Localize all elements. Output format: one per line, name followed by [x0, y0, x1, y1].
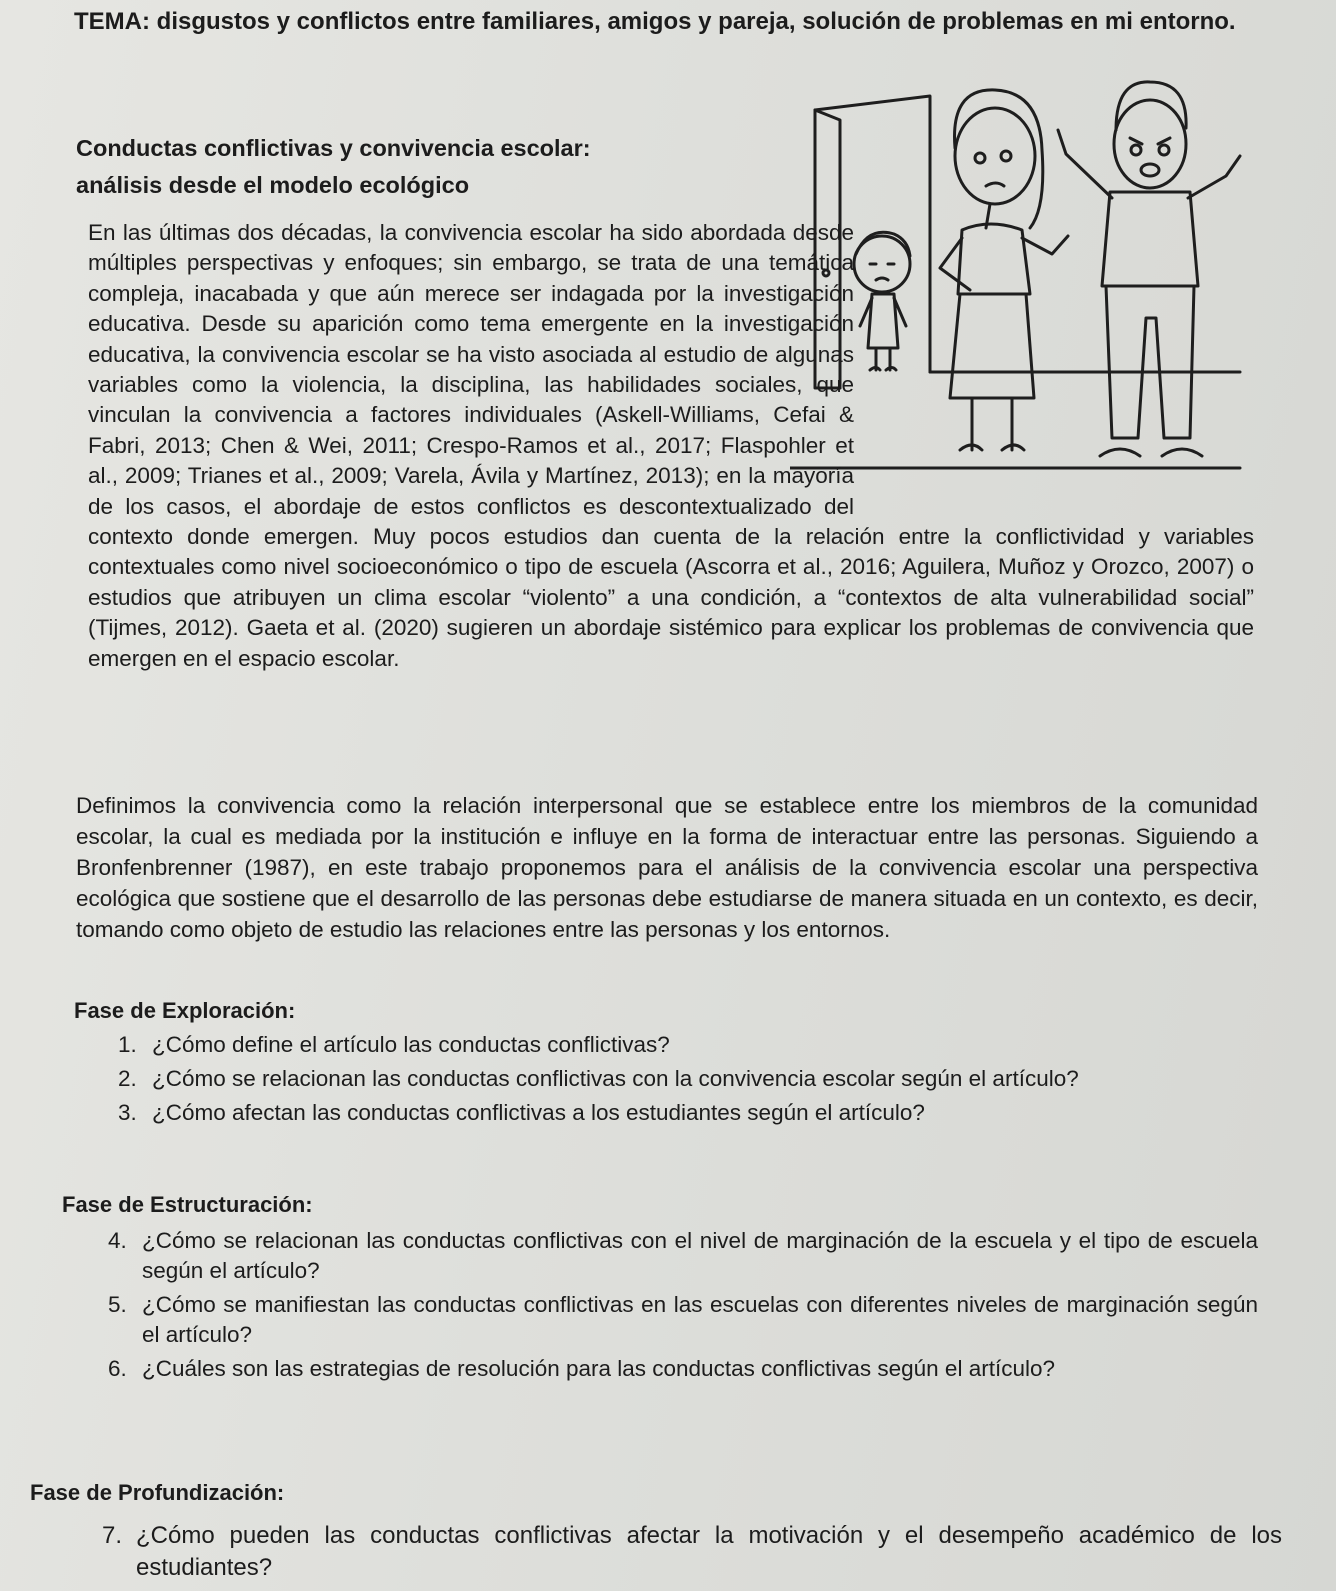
- structuring-questions: [108, 1226, 1258, 1388]
- article-title-line-1: Conductas conflictivas y convivencia escolar:: [76, 135, 591, 161]
- intro-paragraph: [88, 218, 1254, 674]
- article-title-line-2: análisis desde el modelo ecológico: [76, 172, 470, 198]
- question-2: 2. ¿Cómo se relacionan las conductas conflictivas con la convivencia escolar según el artículo?: [118, 1066, 1079, 1091]
- definition-paragraph: Definimos la convivencia como la relación interpersonal que se establece entre los miembros de la comunidad escolar, la cual es mediada por la institución e influye en la forma de interactuar entre las personas. Siguiendo a Bronfenbrenner (1987), en este trabajo proponemos para el análisis de la convivencia escolar una perspectiva ecológica que sostiene que el desarrollo de las personas debe estudiarse de manera situada en un contexto, es decir, tomando como objeto de estudio las relaciones entre las personas y los entornos.: [76, 793, 1258, 942]
- phase-structuring-title: Fase de Estructuración:: [62, 1192, 313, 1217]
- question-6: 6. ¿Cuáles son las estrategias de resolución para las conductas conflictivas según el artículo?: [108, 1356, 1055, 1381]
- question-7: 7. ¿Cómo pueden las conductas conflictivas afectar la motivación y el desempeño académico de los estudiantes?: [102, 1522, 1282, 1581]
- deepening-questions: [102, 1520, 1282, 1588]
- question-3: 3. ¿Cómo afectan las conductas conflictivas a los estudiantes según el artículo?: [118, 1100, 925, 1125]
- exploration-questions: [118, 1030, 1248, 1132]
- topic-heading: TEMA: disgustos y conflictos entre familiares, amigos y pareja, solución de problemas en mi entorno.: [74, 8, 1236, 35]
- phase-deepening-title: Fase de Profundización:: [30, 1480, 285, 1505]
- question-5: 5. ¿Cómo se manifiestan las conductas conflictivas en las escuelas con diferentes niveles de marginación según el artículo?: [108, 1292, 1258, 1347]
- illustration-space: [854, 218, 1254, 494]
- question-1: 1. ¿Cómo define el artículo las conductas conflictivas?: [118, 1032, 670, 1057]
- intro-paragraph-text: En las últimas dos décadas, la convivencia escolar ha sido abordada desde múltiples perspectivas y enfoques; sin embargo, se trata de una temática compleja, inacabada y que aún merece ser indagada por la investigación educativa. Desde su aparición como tema emergente en la investigación educativa, la convivencia escolar se ha visto asociada al estudio de algunas variables como la violencia, la disciplina, las habilidades sociales, que vinculan la convivencia a factores individuales (Askell-Williams, Cefai & Fabri, 2013; Chen & Wei, 2011; Crespo-Ramos et al., 2017; Flaspohler et al., 2009; Trianes et al., 2009; Varela, Ávila y Martínez, 2013); en la mayoría de los casos, el abordaje de estos conflictos es descontextualizado del contexto donde emergen. Muy pocos estudios dan cuenta de la relación entre la conflictividad y variables contextuales como nivel socioeconómico o tipo de escuela (Ascorra et al., 2016; Aguilera, Muñoz y Orozco, 2007) o estudios que atribuyen un clima escolar “violento” a una condición, a “contextos de alta vulnerabilidad social” (Tijmes, 2012). Gaeta et al. (2020) sugieren un abordaje sistémico para explicar los problemas de convivencia que emergen en el espacio escolar.: [88, 220, 1254, 671]
- question-4: 4. ¿Cómo se relacionan las conductas conflictivas con el nivel de marginación de la escuela y el tipo de escuela según el artículo?: [108, 1228, 1258, 1283]
- article-title: [76, 130, 796, 204]
- phase-exploration-title: Fase de Exploración:: [74, 998, 296, 1023]
